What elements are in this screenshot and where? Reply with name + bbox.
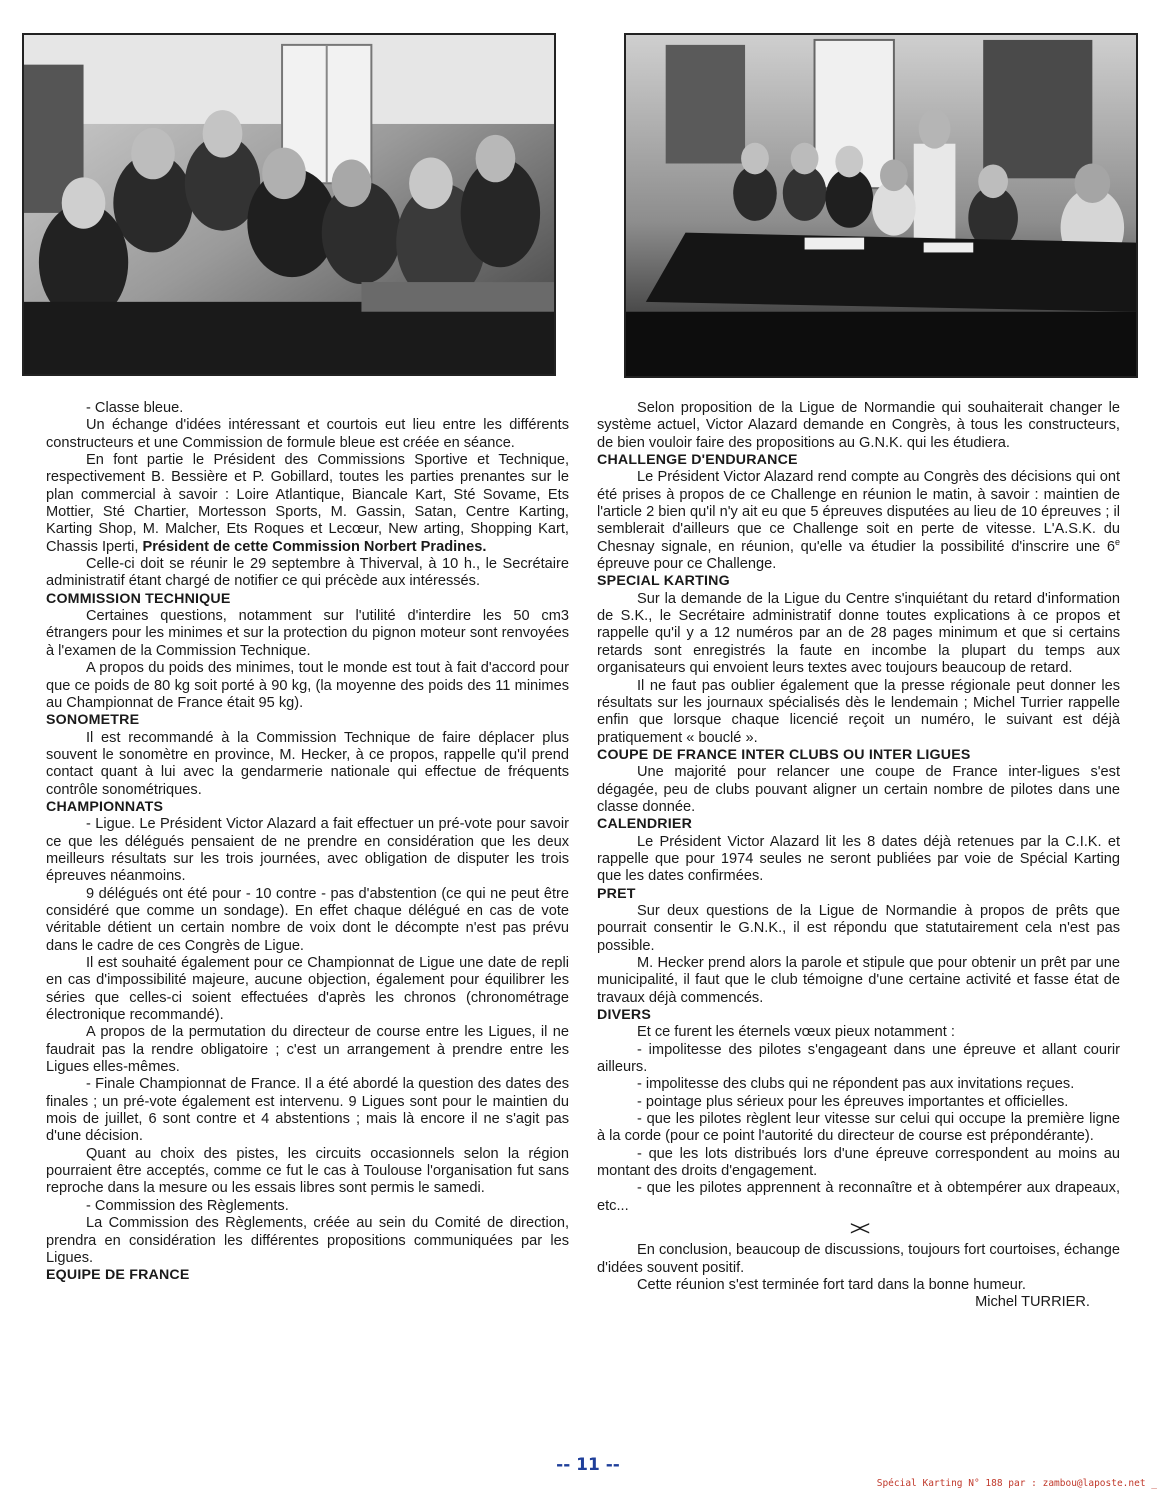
paragraph: 9 délégués ont été pour - 10 contre - pas d'abstention (ce qui ne peut être considéré que comme un sondage). En effet chaque délégué en cas de vote véritable détient un certain nombre de voix dont le décompte n'est pas prévu dans le cadre de ces Congrès de Ligue.: [46, 885, 569, 954]
paragraph-text: En font partie le Président des Commissions Sportive et Technique, respectivement B. Bessière et P. Gobillard, toutes les parties prenantes sur le plan commercial à savoir : Loire Atlantique, Biancale Kart, Sté Sovame, Ets Mottier, Sté Chartier, Mortesson Sports, M. Gassin, Satan, Centre Karting, Karting Shop, M. Malcher, Ets Roques et Lecœur, New arting, Shopping Kart, Chassis Iperti,: [46, 452, 569, 555]
footer-credit: Spécial Karting N° 188 par : zambou@laposte.net _: [876, 1478, 1157, 1489]
section-heading-calendrier: CALENDRIER: [597, 816, 693, 833]
paragraph: Il est recommandé à la Commission Technique de faire déplacer plus souvent le sonomètre en province, M. Hecker, à ce propos, rappelle qu'il prend contact quant à lui avec la gendarmerie nationale qui effectue de fréquents contrôle sonométriques.: [46, 729, 569, 798]
list-item: - pointage plus sérieux pour les épreuves importantes et officielles.: [637, 1093, 1069, 1110]
paragraph: Et ce furent les éternels vœux pieux notamment :: [637, 1024, 955, 1041]
presiding-table-photo: [624, 33, 1138, 378]
meeting-audience-photo: [22, 33, 556, 376]
author-signature: Michel TURRIER.: [975, 1294, 1090, 1311]
paragraph: - Classe bleue.: [86, 400, 184, 416]
list-item: - impolitesse des clubs qui ne répondent pas aux invitations reçues.: [637, 1076, 1075, 1093]
paragraph: A propos de la permutation du directeur de course entre les Ligues, il ne faudrait pas la rendre obligatoire ; c'est un arrangement à prendre entre les Ligues elles-mêmes.: [46, 1024, 569, 1076]
section-heading-championnats: CHAMPIONNATS: [46, 798, 164, 815]
paragraph: - Finale Championnat de France. Il a été abordé la question des dates des finales ; un pré-vote également est intervenu. 9 Ligues sont pour le maintien du mois de juillet, 6 sont contre et 4 abstentions ; mais là encore il ne s'agit pas d'une décision.: [46, 1076, 569, 1145]
paragraph: Le Président Victor Alazard lit les 8 dates déjà retenues par la C.I.K. et rappelle que pour 1974 seules ne seront publiées par voie de Spécial Karting que les dates confirmées.: [597, 833, 1120, 885]
section-heading-divers: DIVERS: [597, 1007, 652, 1024]
section-heading-special-karting: SPECIAL KARTING: [597, 573, 730, 590]
scissors-divider: ><: [849, 1218, 868, 1241]
left-text-column: [46, 400, 569, 1285]
page-number: -- 11 --: [556, 1455, 620, 1475]
section-heading-challenge-endurance: CHALLENGE D'ENDURANCE: [597, 452, 798, 469]
paragraph: Un échange d'idées intéressant et courtois eut lieu entre les différents constructeurs et une Commission de formule bleue est créée en séance.: [46, 417, 569, 451]
table-photo-image: [626, 35, 1136, 376]
right-text-column: [597, 400, 1120, 1312]
paragraph: A propos du poids des minimes, tout le monde est tout à fait d'accord pour que ce poids de 80 kg soit porté à 90 kg, (la moyenne des poids des 11 minimes au Championnat de France était 95 kg).: [46, 660, 569, 711]
paragraph: En conclusion, beaucoup de discussions, toujours fort courtoises, échange d'idées souvent positif.: [597, 1242, 1120, 1276]
section-heading-sonometre: SONOMETRE: [46, 712, 140, 729]
section-heading-commission-technique: COMMISSION TECHNIQUE: [46, 590, 231, 607]
list-item: - impolitesse des pilotes s'engageant dans une épreuve et allant courir ailleurs.: [597, 1041, 1120, 1076]
paragraph: Cette réunion s'est terminée fort tard dans la bonne humeur.: [637, 1276, 1026, 1293]
paragraph: Certaines questions, notamment sur l'utilité d'interdire les 50 cm3 étrangers pour les minimes et sur la protection du pignon moteur sont renvoyées à l'examen de la Commission Technique.: [46, 608, 569, 659]
list-item: - que les pilotes apprennent à reconnaître et à obtempérer aux drapeaux, etc...: [597, 1180, 1120, 1214]
paragraph: - Ligue. Le Président Victor Alazard a fait effectuer un pré-vote pour savoir ce que les délégués pensaient de ne prendre en considération que les deux meilleurs résultats sur les trois journées, avec obligation de disputer les trois épreuves néanmoins.: [46, 816, 569, 885]
section-heading-equipe-de-france: EQUIPE DE FRANCE: [46, 1267, 190, 1284]
paragraph: Celle-ci doit se réunir le 29 septembre à Thiverval, à 10 h., le Secrétaire administratif étant chargé de notifier ce qui précède aux intéressés.: [46, 556, 569, 590]
paragraph: [597, 469, 1120, 573]
paragraph-bold-text: Président de cette Commission Norbert Pradines.: [142, 538, 487, 555]
paragraph: Il est souhaité également pour ce Championnat de Ligue une date de repli en cas d'impossibilité majeure, aucune objection, également pour équilibrer les séries que celles-ci soient effectuées d'après les chronos (chronométrage électronique recommandé).: [46, 955, 569, 1024]
list-item: - que les pilotes règlent leur vitesse sur celui qui occupe la première ligne à la corde (pour ce point l'autorité du directeur de course est prépondérante).: [597, 1111, 1120, 1145]
paragraph: [46, 452, 569, 556]
paragraph: - Commission des Règlements.: [86, 1197, 289, 1214]
paragraph: Sur deux questions de la Ligue de Normandie à propos de prêts que pourrait consentir le G.N.K., il est répondu que statutairement cela n'est pas possible.: [597, 902, 1120, 954]
superscript: e: [1114, 536, 1120, 547]
paragraph: Une majorité pour relancer une coupe de France inter-ligues s'est dégagée, peu de clubs pouvant aligner un certain nombre de pilotes dans une classe donnée.: [597, 764, 1120, 815]
paragraph: Quant au choix des pistes, les circuits occasionnels selon la région pourraient être acceptés, comme ce fut le cas à Toulouse l'organisation fut sans reproche dans la mesure ou les essais libres sont permis le samedi.: [46, 1145, 569, 1197]
audience-photo-image: [24, 35, 554, 374]
section-heading-coupe-de-france: COUPE DE FRANCE INTER CLUBS OU INTER LIGUES: [597, 746, 971, 763]
paragraph: Selon proposition de la Ligue de Normandie qui souhaiterait changer le système actuel, Victor Alazard demande en Congrès, à tous les constructeurs, de bien vouloir faire des propositions au G.N.K. qui les étudiera.: [597, 400, 1120, 451]
paragraph-text: épreuve pour ce Challenge.: [597, 556, 777, 573]
list-item: - que les lots distribués lors d'une épreuve correspondent au moins au montant des droits d'engagement.: [597, 1145, 1120, 1180]
section-heading-pret: PRET: [597, 885, 636, 902]
paragraph-text: Le Président Victor Alazard rend compte au Congrès des décisions qui ont été prises à propos de ce Challenge en réunion le matin, à savoir : maintien de l'article 2 bien qu'il n'y ait eu que 5 épreuves disputées au lieu de 10 épreuves ; il semblerait d'ailleurs que ce Challenge soit en perte de vitesse. L'A.S.K. du Chesnay signale, en réunion, qu'elle va étudier la possibilité d'inscrire une 6: [597, 469, 1120, 555]
paragraph: La Commission des Règlements, créée au sein du Comité de direction, prendra en considération les différentes propositions communiquées par les Ligues.: [46, 1215, 569, 1266]
paragraph: M. Hecker prend alors la parole et stipule que pour obtenir un prêt par une municipalité, il faut que le club témoigne d'une certaine activité et fasse état de travaux déjà commencés.: [597, 955, 1120, 1006]
paragraph: Sur la demande de la Ligue du Centre s'inquiétant du retard d'information de S.K., le Secrétaire administratif donne toutes explications à ce propos et rappelle qu'il y a 12 numéros par an de 28 pages minimum et que si certains retards sont enregistrés la faute en incombe la plupart du temps aux organisateurs qui envoient leurs textes avec toujours beaucoup de retard.: [597, 590, 1120, 677]
paragraph: Il ne faut pas oublier également que la presse régionale peut donner les résultats sur les journaux spécialisés dès le lendemain ; Michel Turrier rappelle enfin que lorsque chaque licencié reçoit un numéro, le suivant est déjà pratiquement « bouclé ».: [597, 677, 1120, 746]
